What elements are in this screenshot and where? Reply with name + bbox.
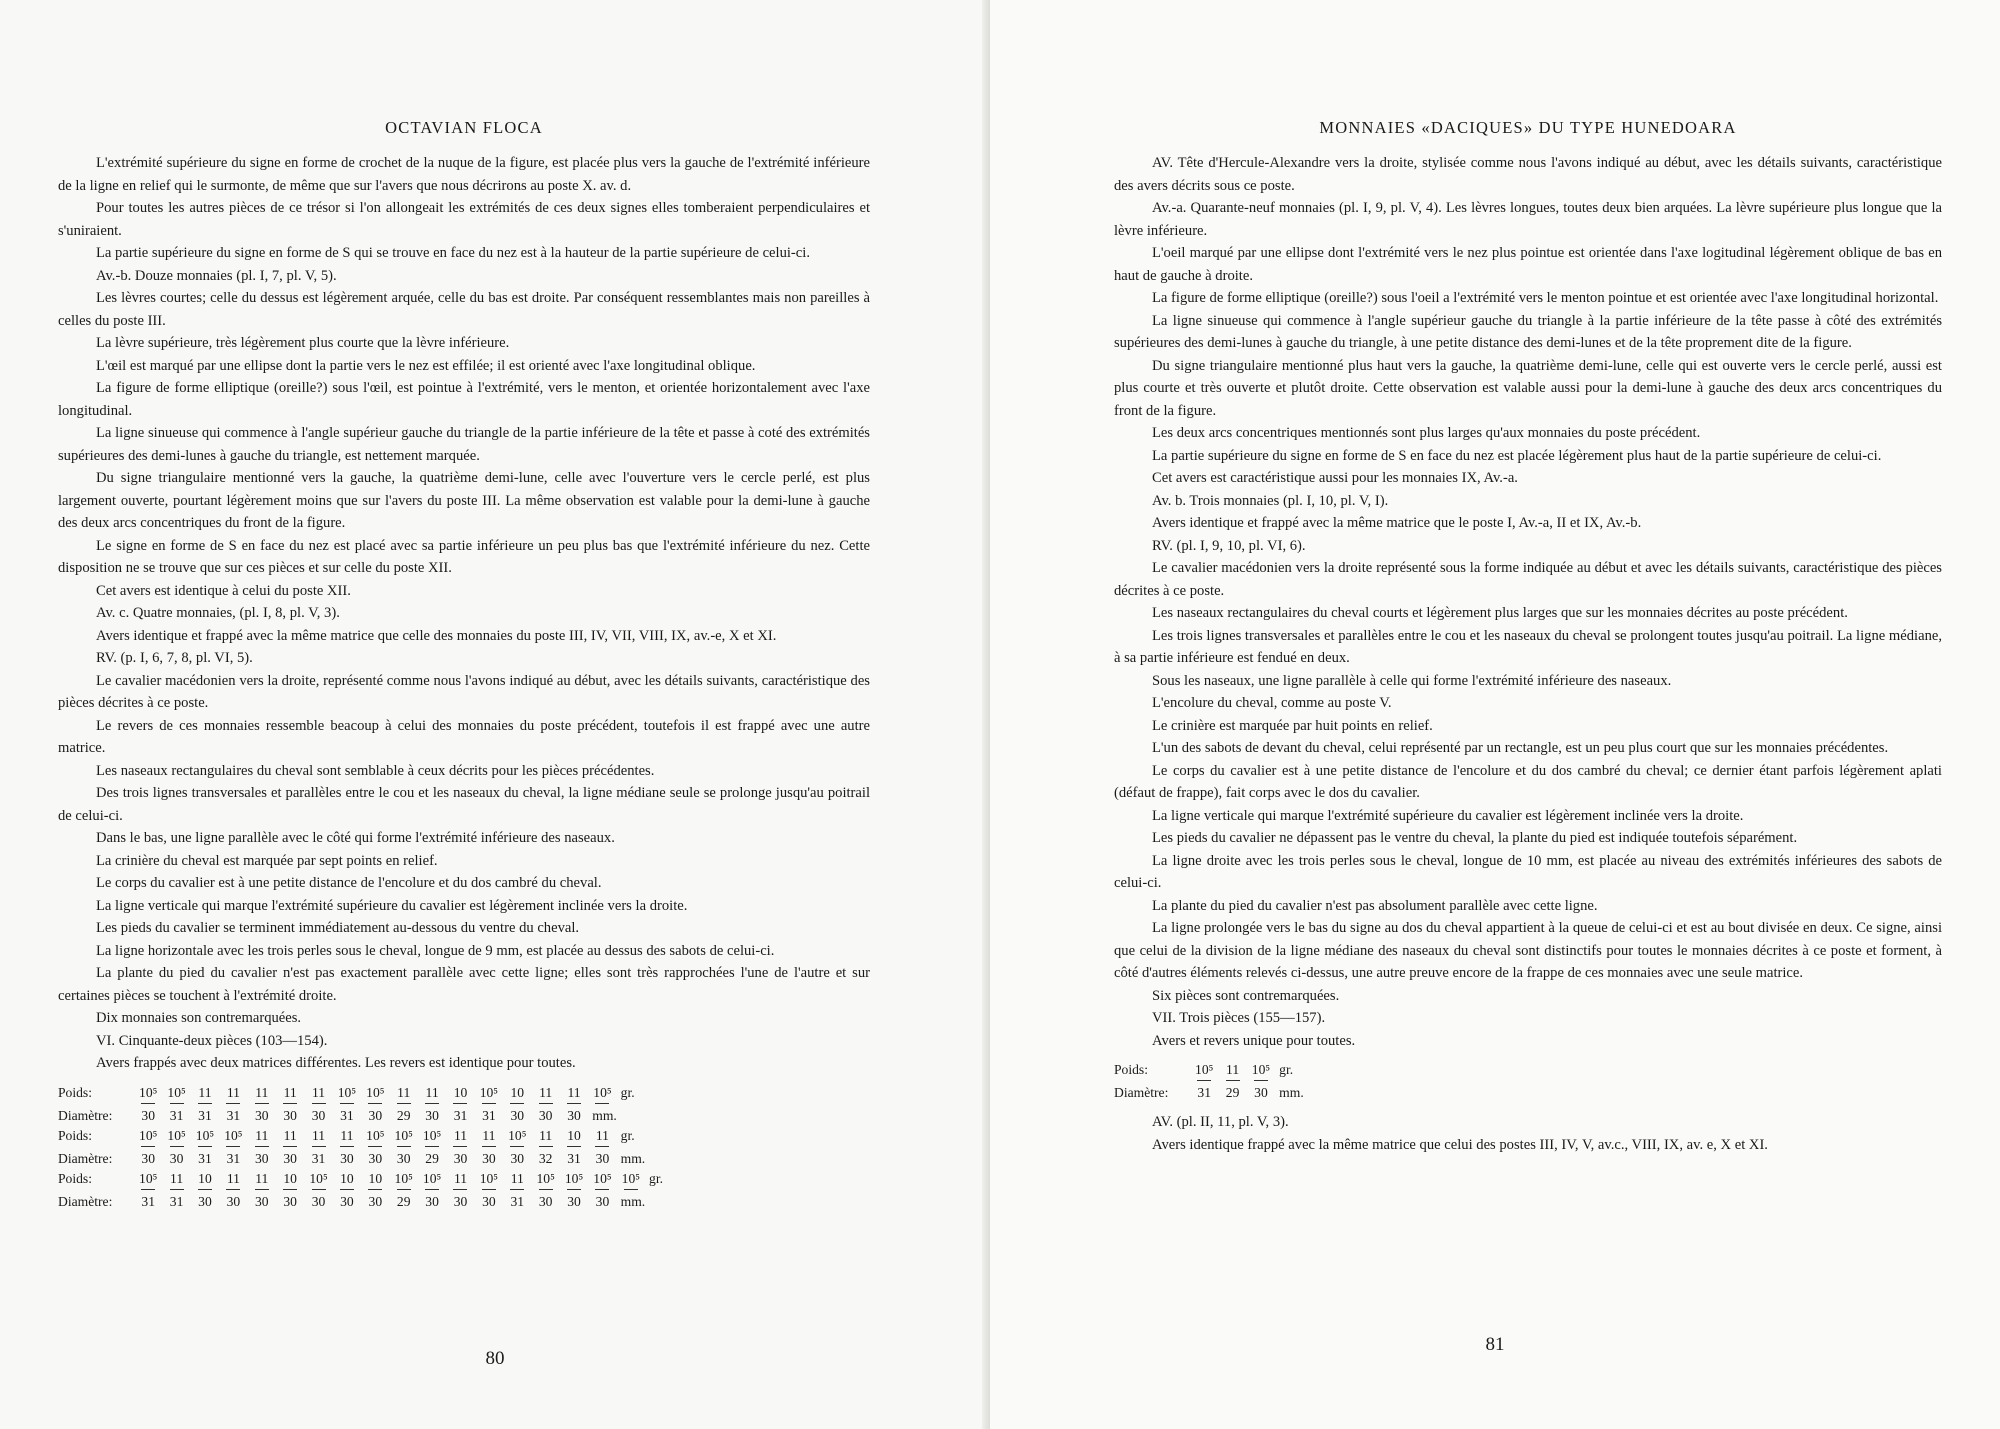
right-page <box>990 0 2000 1429</box>
paragraph: Cet avers est caractéristique aussi pour les monnaies IX, Av.-a. <box>1152 470 1518 486</box>
table-cell: 30 <box>368 1193 383 1209</box>
page-number-right: 81 <box>1485 1334 1505 1355</box>
fraction-rule <box>560 1189 588 1192</box>
table-cell: 31 <box>226 1150 241 1166</box>
table-cell: 10 <box>510 1084 525 1100</box>
table-cell: 11 <box>255 1127 269 1143</box>
table-cell: 10⁵ <box>422 1170 442 1186</box>
paragraph: La plante du pied du cavalier n'est pas exactement parallèle avec cette ligne; elles sont très rapprochées l'une de l'autre et sur certaines pièces se touchent à l'extrémité droite. <box>58 965 870 1004</box>
table-cell: 31 <box>482 1107 496 1123</box>
paragraph: Le cavalier macédonien vers la droite représenté sous la forme indiquée au début et avec les détails suivants, caractéristique des pièces décrites à ce poste. <box>1114 560 1942 599</box>
paragraph: Le revers de ces monnaies ressemble beacoup à celui des monnaies du poste précédent, toutefois il est frappé avec une autre matrice. <box>58 717 870 756</box>
table-cell: 31 <box>141 1193 155 1209</box>
left-page <box>0 0 990 1429</box>
fraction-rule <box>390 1103 418 1106</box>
unit-label: mm. <box>620 1193 646 1209</box>
paragraph: Les trois lignes transversales et parallèles entre le cou et les naseaux du cheval se prolongent toutes jusqu'au poitrail. La ligne médiane, à sa partie inférieure est fendué en deux. <box>1114 627 1942 666</box>
fraction-rule <box>418 1189 446 1192</box>
paragraph: RV. (p. I, 6, 7, 8, pl. VI, 5). <box>96 650 253 666</box>
table-cell: 30 <box>254 1193 269 1209</box>
fraction-rule <box>1247 1080 1275 1083</box>
fraction-rule <box>503 1103 531 1106</box>
page-number-left: 80 <box>485 1348 505 1369</box>
table-cell: 10⁵ <box>337 1084 357 1100</box>
table-cell: 11 <box>283 1084 297 1100</box>
table-cell: 30 <box>254 1107 269 1123</box>
paragraph: Avers et revers unique pour toutes. <box>1152 1032 1356 1049</box>
table-cell: 30 <box>368 1150 383 1166</box>
fraction-rule <box>475 1146 503 1149</box>
paragraph: Dans le bas, une ligne parallèle avec le côté qui forme l'extrémité inférieure des naseaux. <box>96 830 615 846</box>
paragraph: Le crinière est marquée par huit points en relief. <box>1152 717 1433 734</box>
paragraph: Du signe triangulaire mentionné plus haut vers la gauche, la quatrième demi-lune, celle qui est ouverte vers le cercle perlé, aussi est plus courte et très ouverte et plutôt droite. Cette observation est valable aussi pour la demi-lune à gauche des deux arcs concentriques du front de la figure. <box>1114 357 1942 419</box>
table-label: Poids: <box>58 1170 92 1186</box>
table-cell: 30 <box>567 1107 581 1123</box>
table-cell: 29 <box>1225 1085 1240 1100</box>
diameter-row <box>58 1106 870 1126</box>
paragraph: Les pieds du cavalier ne dépassent pas le ventre du cheval, la plante du pied est indiquée toutefois séparément. <box>1152 830 1798 846</box>
table-cell: 31 <box>453 1107 468 1123</box>
weight-row <box>58 1126 870 1146</box>
unit-label: gr. <box>1279 1062 1294 1077</box>
table-label: Poids: <box>1114 1062 1148 1077</box>
fraction-rule <box>446 1146 474 1149</box>
table-cell: 31 <box>567 1150 581 1166</box>
table-cell: 30 <box>283 1107 297 1123</box>
table-cell: 10⁵ <box>366 1127 385 1143</box>
table-cell: 11 <box>539 1127 553 1143</box>
fraction-rule <box>446 1189 474 1192</box>
fraction-rule <box>191 1103 219 1106</box>
table-cell: 30 <box>283 1150 297 1166</box>
paragraph: Les naseaux rectangulaires du cheval sont semblable à ceux décrits pour les pièces précédentes. <box>96 762 655 779</box>
paragraph: RV. (pl. I, 9, 10, pl. VI, 6). <box>1152 537 1306 554</box>
paragraph: L'extrémité supérieure du signe en forme de crochet de la nuque de la figure, est placée plus vers la gauche de l'extrémité inférieure de la ligne en relief qui le surmonte, de même que sur l'avers que nous décrirons au poste X. av. d. <box>58 155 870 194</box>
weight-row <box>58 1169 870 1189</box>
right-body-text <box>1114 152 1942 1052</box>
table-cell: 30 <box>482 1193 496 1209</box>
paragraph: Le corps du cavalier est à une petite distance de l'encolure et du dos cambré du cheval; ce dernier étant parfois légèrement aplati (défaut de frappe), fait corps avec le dos du cavalier. <box>1114 762 1942 801</box>
fraction-rule <box>134 1103 162 1106</box>
fraction-rule <box>304 1146 332 1149</box>
fraction-rule <box>390 1189 418 1192</box>
fraction-rule <box>475 1103 503 1106</box>
table-cell: 30 <box>368 1107 383 1123</box>
table-cell: 11 <box>170 1170 184 1186</box>
paragraph: AV. Tête d'Hercule-Alexandre vers la droite, stylisée comme nous l'avons indiqué au début, avec les détails suivants, caractéristique des avers décrits sous ce poste. <box>1114 155 1942 194</box>
table-cell: 31 <box>198 1107 212 1123</box>
paragraph: La ligne sinueuse qui commence à l'angle supérieur gauche du triangle de la partie inférieure de la tête et passe à coté des extrémités supérieures des demi-lunes à gauche du triangle, est nettement marquée. <box>58 425 870 464</box>
fraction-rule <box>418 1146 446 1149</box>
table-cell: 30 <box>226 1193 241 1209</box>
paragraph: La crinière du cheval est marquée par sept points en relief. <box>96 852 438 869</box>
table-cell: 31 <box>510 1193 525 1209</box>
paragraph: Avers identique frappé avec la même matrice que celui des postes III, IV, V, av.c., VIII, IX, av. e, X et XI. <box>1152 1136 1768 1153</box>
weight-row <box>1114 1060 1942 1080</box>
unit-label: gr. <box>649 1170 664 1186</box>
table-cell: 11 <box>539 1084 553 1100</box>
unit-label: mm. <box>1279 1085 1304 1100</box>
fraction-rule <box>560 1146 588 1149</box>
table-cell: 29 <box>425 1150 439 1166</box>
weight-row <box>58 1083 870 1103</box>
diameter-row <box>1114 1083 1942 1103</box>
table-label: Poids: <box>58 1127 92 1143</box>
table-cell: 10⁵ <box>195 1127 215 1143</box>
table-label: Diamètre: <box>58 1107 113 1123</box>
fraction-rule <box>248 1146 276 1149</box>
fraction-rule <box>134 1146 162 1149</box>
table-cell: 10⁵ <box>479 1084 499 1100</box>
table-cell: 11 <box>255 1170 269 1186</box>
fraction-rule <box>588 1189 616 1192</box>
table-cell: 10⁵ <box>593 1170 612 1186</box>
paragraph: Le cavalier macédonien vers la droite, représenté comme nous l'avons indiqué au début, avec les détails suivants, caractéristique des pièces décrites à ce poste. <box>58 672 870 711</box>
fraction-rule <box>503 1146 531 1149</box>
paragraph: Pour toutes les autres pièces de ce trésor si l'on allongeait les extrémités de ces deux signes elles tomberaient perpendiculaires et s'uniraient. <box>58 200 870 239</box>
table-cell: 10 <box>453 1084 468 1100</box>
fraction-rule <box>588 1103 616 1106</box>
paragraph: Les naseaux rectangulaires du cheval courts et légèrement plus larges que sur les monnaies décrites au poste précédent. <box>1152 605 1848 621</box>
fraction-rule <box>248 1189 276 1192</box>
table-cell: 11 <box>453 1127 468 1143</box>
paragraph: Les deux arcs concentriques mentionnés sont plus larges qu'aux monnaies du poste précédent. <box>1152 425 1701 441</box>
paragraph: Av. c. Quatre monnaies, (pl. I, 8, pl. V, 3). <box>96 605 340 621</box>
running-head-left: OCTAVIAN FLOCA <box>385 118 543 137</box>
table-cell: 11 <box>1226 1062 1240 1077</box>
table-cell: 11 <box>283 1127 297 1143</box>
table-cell: 11 <box>198 1084 212 1100</box>
table-cell: 11 <box>397 1084 411 1100</box>
fraction-rule <box>531 1146 559 1149</box>
table-cell: 10 <box>198 1170 212 1186</box>
fraction-rule <box>333 1146 361 1149</box>
table-cell: 10⁵ <box>593 1084 612 1100</box>
table-cell: 30 <box>340 1193 354 1209</box>
table-cell: 31 <box>169 1107 184 1123</box>
table-cell: 10⁵ <box>1195 1062 1214 1077</box>
paragraph: Les lèvres courtes; celle du dessus est légèrement arquée, celle du bas est droite. Par conséquent ressemblantes mais non pareilles à celles du poste III. <box>58 290 870 329</box>
table-cell: 30 <box>538 1107 553 1123</box>
right-weight-diameter-table <box>1114 1060 1942 1103</box>
fraction-rule <box>162 1189 190 1192</box>
table-cell: 29 <box>396 1193 411 1209</box>
paragraph: L'œil est marqué par une ellipse dont la partie vers le nez est effilée; il est orienté avec l'axe longitudinal oblique. <box>96 357 756 374</box>
fraction-rule <box>276 1189 304 1192</box>
fraction-rule <box>446 1103 474 1106</box>
table-cell: 30 <box>340 1150 354 1166</box>
paragraph: La partie supérieure du signe en forme de S en face du nez est placée légèrement plus haut de la partie supérieure de celui-ci. <box>1152 447 1882 464</box>
table-cell: 30 <box>425 1107 439 1123</box>
table-cell: 30 <box>1254 1085 1268 1100</box>
table-cell: 10 <box>340 1170 354 1186</box>
table-cell: 30 <box>311 1107 326 1123</box>
table-cell: 10⁵ <box>139 1170 158 1186</box>
paragraph: VI. Cinquante-deux pièces (103—154). <box>96 1032 328 1049</box>
fraction-rule <box>361 1189 389 1192</box>
left-weight-diameter-table <box>58 1083 870 1212</box>
unit-label: mm. <box>620 1150 646 1166</box>
table-cell: 10⁵ <box>536 1170 555 1186</box>
fraction-rule <box>333 1103 361 1106</box>
fraction-rule <box>390 1146 418 1149</box>
paragraph: Le corps du cavalier est à une petite distance de l'encolure et du dos cambré du cheval. <box>96 875 602 891</box>
fraction-rule <box>1218 1080 1246 1083</box>
fraction-rule <box>531 1189 559 1192</box>
table-cell: 11 <box>226 1084 240 1100</box>
paragraph: La figure de forme elliptique (oreille?) sous l'œil, est pointue à l'extrémité, vers le menton, et orientée horizontalement avec l'axe longitudinal. <box>58 380 870 419</box>
paragraph: La ligne horizontale avec les trois perles sous le cheval, longue de 9 mm, est placée au dessus des sabots de celui-ci. <box>96 942 775 959</box>
table-cell: 11 <box>453 1170 468 1186</box>
paragraph: Av.-b. Douze monnaies (pl. I, 7, pl. V, 5). <box>96 267 337 284</box>
fraction-rule <box>531 1103 559 1106</box>
table-cell: 11 <box>482 1127 496 1143</box>
paragraph: La ligne prolongée vers le bas du signe au dos du cheval appartient à la queue de celui-ci et est au bout divisée en deux. Ce signe, ainsi que celui de la division de la ligne médiane des naseaux du cheval sont distinctifs pour toutes le monnaies décrites à ce poste et forment, à côté d'autres éléments relevés ci-dessus, une autre preuve encore de la frappe de ces monnaies avec une seule matrice. <box>1114 920 1942 981</box>
diameter-row <box>58 1149 870 1169</box>
table-cell: 10⁵ <box>309 1170 328 1186</box>
table-label: Poids: <box>58 1084 92 1100</box>
unit-label: gr. <box>620 1127 635 1143</box>
table-cell: 30 <box>453 1150 468 1166</box>
fraction-rule <box>162 1103 190 1106</box>
paragraph: Cet avers est identique à celui du poste XII. <box>96 582 351 599</box>
table-cell: 30 <box>141 1150 155 1166</box>
table-cell: 30 <box>254 1150 269 1166</box>
table-cell: 30 <box>453 1193 468 1209</box>
unit-label: mm. <box>592 1107 617 1123</box>
table-cell: 10⁵ <box>479 1170 499 1186</box>
paragraph: La ligne verticale qui marque l'extrémité supérieure du cavalier est légèrement inclinée vers la droite. <box>1152 807 1744 824</box>
table-cell: 30 <box>283 1193 297 1209</box>
paragraph: La lèvre supérieure, très légèrement plus courte que la lèvre inférieure. <box>96 335 510 351</box>
paragraph: Du signe triangulaire mentionné vers la gauche, la quatrième demi-lune, celle avec l'ouverture vers le cercle perlé, est plus largement ouverte, pourtant légèrement moins que sur l'avers du poste III. La même observation est valable pour la demi-lune à gauche des deux arcs concentriques du front de la figure. <box>58 470 870 531</box>
table-cell: 30 <box>567 1193 581 1209</box>
table-cell: 31 <box>340 1107 354 1123</box>
table-cell: 10 <box>368 1170 383 1186</box>
paragraph: La ligne verticale qui marque l'extrémité supérieure du cavalier est légèrement inclinée vers la droite. <box>96 897 688 914</box>
table-label: Diamètre: <box>58 1150 113 1166</box>
table-cell: 30 <box>198 1193 212 1209</box>
paragraph: VII. Trois pièces (155—157). <box>1152 1010 1326 1026</box>
table-cell: 32 <box>538 1150 553 1166</box>
fraction-rule <box>617 1189 645 1192</box>
paragraph: Av.-a. Quarante-neuf monnaies (pl. I, 9, pl. V, 4). Les lèvres longues, toutes deux bien arquées. La lèvre supérieure plus longue que la lèvre inférieure. <box>1114 200 1942 239</box>
fraction-rule <box>361 1146 389 1149</box>
fraction-rule <box>503 1189 531 1192</box>
fraction-rule <box>333 1189 361 1192</box>
paragraph: L'oeil marqué par une ellipse dont l'extrémité vers le nez plus pointue est orientée dans l'axe logitudinal légèrement oblique de bas en haut de gauche à droite. <box>1114 245 1942 284</box>
running-head-right: MONNAIES «DACIQUES» DU TYPE HUNEDOARA <box>1319 118 1737 137</box>
paragraph: Avers identique et frappé avec la même matrice que le poste I, Av.-a, II et IX, Av.-b. <box>1152 515 1642 531</box>
table-cell: 11 <box>311 1084 326 1100</box>
table-cell: 30 <box>311 1193 326 1209</box>
right-after-table-text <box>1114 1111 1942 1156</box>
fraction-rule <box>219 1189 247 1192</box>
fraction-rule <box>162 1146 190 1149</box>
table-cell: 30 <box>425 1193 439 1209</box>
table-cell: 31 <box>198 1150 212 1166</box>
table-cell: 30 <box>169 1150 184 1166</box>
left-body-text <box>58 152 870 1075</box>
fraction-rule <box>588 1146 616 1149</box>
table-cell: 11 <box>311 1127 326 1143</box>
fraction-rule <box>219 1146 247 1149</box>
table-cell: 11 <box>595 1127 609 1143</box>
table-cell: 11 <box>510 1170 524 1186</box>
table-cell: 30 <box>538 1193 553 1209</box>
table-cell: 11 <box>567 1084 581 1100</box>
fraction-rule <box>191 1146 219 1149</box>
paragraph: Six pièces sont contremarquées. <box>1152 987 1340 1004</box>
table-cell: 10⁵ <box>366 1084 385 1100</box>
paragraph: Les pieds du cavalier se terminent immédiatement au-dessous du ventre du cheval. <box>96 920 580 936</box>
table-cell: 30 <box>482 1150 496 1166</box>
fraction-rule <box>304 1103 332 1106</box>
fraction-rule <box>191 1189 219 1192</box>
table-cell: 10⁵ <box>394 1127 413 1143</box>
table-cell: 31 <box>311 1150 326 1166</box>
fraction-rule <box>418 1103 446 1106</box>
table-cell: 10⁵ <box>394 1170 413 1186</box>
table-cell: 10 <box>283 1170 297 1186</box>
paragraph: Dix monnaies son contremarquées. <box>96 1010 302 1026</box>
paragraph: La partie supérieure du signe en forme de S qui se trouve en face du nez est à la hauteur de la partie supérieure de celui-ci. <box>96 245 810 261</box>
paragraph: Av. b. Trois monnaies (pl. I, 10, pl. V, I). <box>1152 492 1389 509</box>
fraction-rule <box>219 1103 247 1106</box>
paragraph: L'encolure du cheval, comme au poste V. <box>1152 695 1392 711</box>
table-cell: 10 <box>567 1127 581 1143</box>
table-cell: 11 <box>340 1127 354 1143</box>
paragraph: La ligne sinueuse qui commence à l'angle supérieur gauche du triangle à la partie inférieure de la tête passe à côté des extrémités supérieures des demi-lunes à gauche du triangle, à une petite distance des demi-lunes et de la tête proprement dite de la figure. <box>1114 312 1942 351</box>
fraction-rule <box>304 1189 332 1192</box>
table-label: Diamètre: <box>58 1193 113 1209</box>
fraction-rule <box>1190 1080 1218 1083</box>
fraction-rule <box>276 1146 304 1149</box>
fraction-rule <box>134 1189 162 1192</box>
table-cell: 30 <box>595 1150 610 1166</box>
fraction-rule <box>475 1189 503 1192</box>
table-cell: 30 <box>595 1193 610 1209</box>
table-cell: 30 <box>510 1107 525 1123</box>
table-cell: 10⁵ <box>1251 1062 1271 1077</box>
table-label: Diamètre: <box>1114 1085 1169 1100</box>
table-cell: 10⁵ <box>508 1127 527 1143</box>
fraction-rule <box>276 1103 304 1106</box>
table-cell: 10⁵ <box>224 1127 243 1143</box>
paragraph: La plante du pied du cavalier n'est pas absolument parallèle avec cette ligne. <box>1152 897 1598 914</box>
paragraph: Avers identique et frappé avec la même matrice que celle des monnaies du poste III, IV, VII, VIII, IX, av.-e, X et XI. <box>96 627 777 644</box>
paragraph: Des trois lignes transversales et parallèles entre le cou et les naseaux du cheval, la ligne médiane seule se prolonge jusqu'au poitrail de celui-ci. <box>58 785 870 824</box>
paragraph: La ligne droite avec les trois perles sous le cheval, longue de 10 mm, est placée au niveau des extrémités inférieures des sabots de celui-ci. <box>1114 852 1942 891</box>
table-cell: 29 <box>396 1107 411 1123</box>
diameter-row <box>58 1192 870 1212</box>
table-cell: 30 <box>141 1107 155 1123</box>
paragraph: Le signe en forme de S en face du nez est placé avec sa partie inférieure un peu plus bas que l'extrémité inférieure du nez. Cette disposition ne se trouve que sur ces pièces et sur celle du poste XII. <box>58 537 870 576</box>
table-cell: 10⁵ <box>167 1084 186 1100</box>
fraction-rule <box>361 1103 389 1106</box>
table-cell: 31 <box>226 1107 241 1123</box>
table-cell: 10⁵ <box>621 1170 640 1186</box>
table-cell: 30 <box>396 1150 411 1166</box>
table-cell: 30 <box>510 1150 525 1166</box>
paragraph: AV. (pl. II, 11, pl. V, 3). <box>1152 1114 1289 1130</box>
table-cell: 10⁵ <box>139 1084 158 1100</box>
fraction-rule <box>560 1103 588 1106</box>
paragraph: Sous les naseaux, une ligne parallèle à celle qui forme l'extrémité inférieure des naseaux. <box>1152 672 1672 689</box>
table-cell: 11 <box>425 1084 439 1100</box>
table-cell: 31 <box>1197 1085 1211 1100</box>
unit-label: gr. <box>620 1084 635 1100</box>
table-cell: 11 <box>226 1170 240 1186</box>
paragraph: Avers frappés avec deux matrices différentes. Les revers est identique pour toutes. <box>96 1055 576 1071</box>
paragraph: La figure de forme elliptique (oreille?) sous l'oeil a l'extrémité vers le menton pointue et est orientée avec l'axe longitudinal horizontal. <box>1152 290 1939 306</box>
table-cell: 10⁵ <box>139 1127 158 1143</box>
table-cell: 10⁵ <box>167 1127 186 1143</box>
fraction-rule <box>248 1103 276 1106</box>
table-cell: 10⁵ <box>422 1127 442 1143</box>
table-cell: 10⁵ <box>564 1170 584 1186</box>
table-cell: 11 <box>255 1084 269 1100</box>
paragraph: L'un des sabots de devant du cheval, celui représenté par un rectangle, est un peu plus court que sur les monnaies précédentes. <box>1152 740 1889 756</box>
table-cell: 31 <box>169 1193 184 1209</box>
